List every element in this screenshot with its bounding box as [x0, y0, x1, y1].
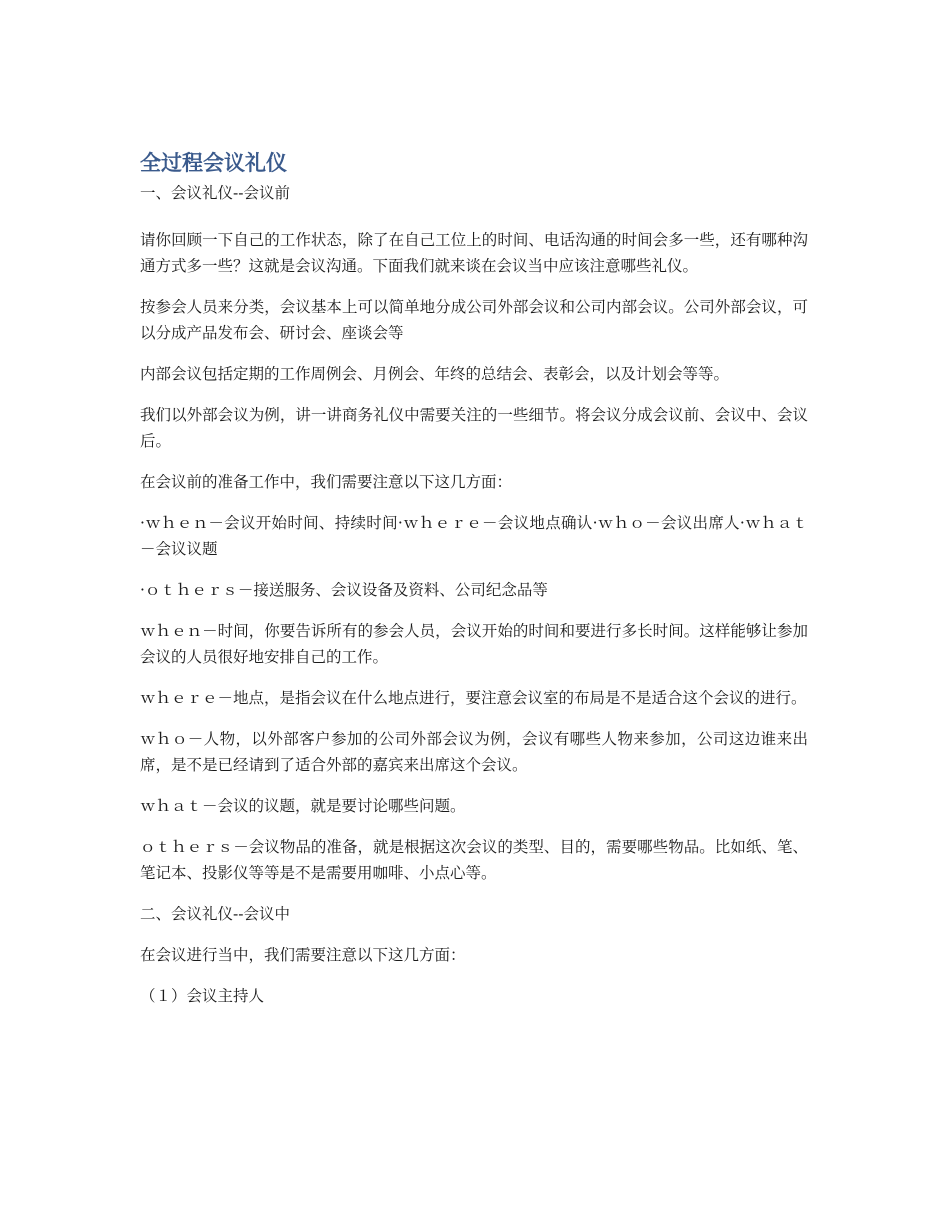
paragraph: 内部会议包括定期的工作周例会、月例会、年终的总结会、表彰会，以及计划会等等。: [140, 365, 730, 383]
paragraph: ｗｈａｔ－会议的议题，就是要讨论哪些问题。: [140, 797, 466, 815]
paragraph: 按参会人员来分类，会议基本上可以简单地分成公司外部会议和公司内部会议。公司外部会议，可以分成产品发布会、研讨会、座谈会等: [140, 298, 808, 342]
section-heading-during: 二、会议礼仪--会议中: [140, 905, 290, 923]
document-page: [140, 146, 808, 1024]
paragraph: ·ｏｔｈｅｒｓ－接送服务、会议设备及资料、公司纪念品等: [140, 581, 548, 599]
paragraph: ｗｈｏ－人物，以外部客户参加的公司外部会议为例，会议有哪些人物来参加，公司这边谁来出席，是不是已经请到了适合外部的嘉宾来出席这个会议。: [140, 730, 808, 774]
paragraph: ｏｔｈｅｒｓ－会议物品的准备，就是根据这次会议的类型、目的，需要哪些物品。比如纸、笔、笔记本、投影仪等等是不是需要用咖啡、小点心等。: [140, 838, 808, 882]
subheading-host: （１）会议主持人: [140, 987, 265, 1005]
paragraph: ｗｈｅｎ－时间，你要告诉所有的参会人员，会议开始的时间和要进行多长时间。这样能够让参加会议的人员很好地安排自己的工作。: [140, 622, 808, 666]
paragraph: 我们以外部会议为例，讲一讲商务礼仪中需要关注的一些细节。将会议分成会议前、会议中、会议后。: [140, 406, 808, 450]
document-title: 全过程会议礼仪: [140, 151, 287, 175]
paragraph: ｗｈｅｒｅ－地点，是指会议在什么地点进行，要注意会议室的布局是不是适合这个会议的进行。: [140, 689, 807, 707]
section-heading-before: 一、会议礼仪--会议前: [140, 184, 290, 202]
paragraph: 请你回顾一下自己的工作状态，除了在自己工位上的时间、电话沟通的时间会多一些，还有哪种沟通方式多一些？这就是会议沟通。下面我们就来谈在会议当中应该注意哪些礼仪。: [140, 231, 808, 275]
paragraph: ·ｗｈｅｎ－会议开始时间、持续时间·ｗｈｅｒｅ－会议地点确认·ｗｈｏ－会议出席人·ｗｈａｔ－会议议题: [140, 514, 808, 558]
paragraph: 在会议前的准备工作中，我们需要注意以下这几方面：: [140, 473, 513, 491]
paragraph: 在会议进行当中，我们需要注意以下这几方面：: [140, 946, 466, 964]
